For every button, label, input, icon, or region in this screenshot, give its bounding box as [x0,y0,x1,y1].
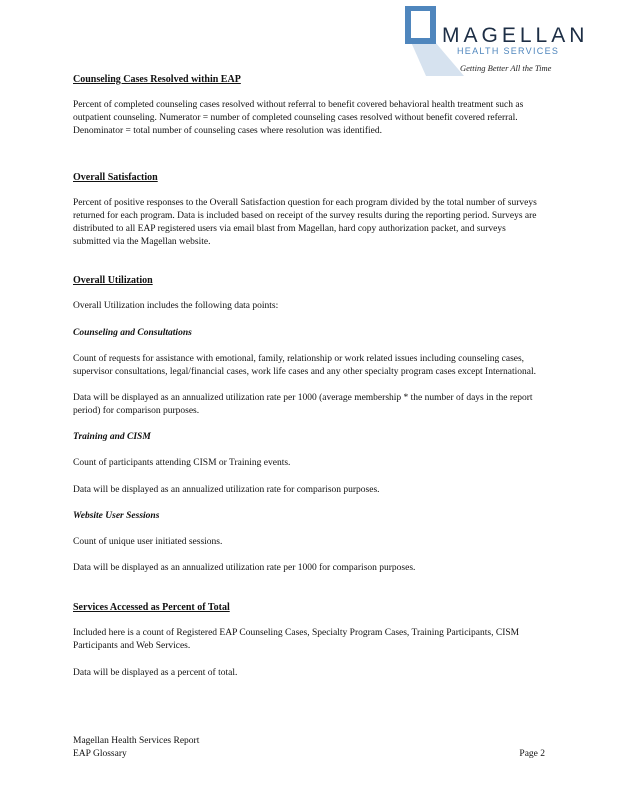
website-rate-note: Data will be displayed as an annualized utilization rate per 1000 for comparison purposes. [73,563,416,574]
section-utilization [73,274,543,575]
sub-heading-counseling: Counseling and Consultations [73,327,192,338]
footer-report-title: Magellan Health Services Report [73,736,200,746]
glossary-content [73,73,543,680]
logo-brand-text: MAGELLAN [442,24,589,47]
page-number: Page 2 [519,749,545,759]
logo-subtitle: HEALTH SERVICES [457,46,560,56]
section-body: Percent of completed counseling cases resolved without referral to benefit covered behavioral health treatment such as outpatient counseling. Numerator = number of completed counseling cases resolved without benefit covered referral. Denominator = total number of counseling cases where resolution was identified. [73,100,524,137]
section-satisfaction [73,171,543,250]
section-heading: Counseling Cases Resolved within EAP [73,74,241,85]
section-heading: Services Accessed as Percent of Total [73,602,230,614]
counseling-body: Count of requests for assistance with emotional, family, relationship or work related issues including counseling cases, supervisor consultations, legal/financial cases, work life cases and any other specialty program cases except International. [73,353,536,377]
magellan-logo [404,6,589,76]
logo-tagline: Getting Better All the Time [460,63,552,73]
sub-heading-website: Website User Sessions [73,510,160,521]
section-heading: Overall Satisfaction [73,171,158,183]
sub-heading-training: Training and CISM [73,432,151,443]
section-note: Data will be displayed as a percent of total. [73,667,238,678]
training-body: Count of participants attending CISM or Training events. [73,458,291,469]
section-intro: Overall Utilization includes the following data points: [73,301,279,312]
section-counseling-resolved [73,73,543,139]
section-services-accessed [73,601,543,680]
section-body: Percent of positive responses to the Overall Satisfaction question for each program divided by the total number of surveys returned for each program. Data is included based on receipt of the survey results during the reporting period. Surveys are distributed to all EAP registered users via email blast from Magellan, hard copy authorization packet, and surveys submitted via the Magellan website. [73,197,537,248]
footer-document-name: EAP Glossary [73,749,127,759]
page-footer [73,735,545,761]
training-rate-note: Data will be displayed as an annualized utilization rate for comparison purposes. [73,484,380,495]
counseling-rate-note: Data will be displayed as an annualized utilization rate per 1000 (average membership * the number of days in the report period) for comparison purposes. [73,393,533,417]
section-body: Included here is a count of Registered EAP Counseling Cases, Specialty Program Cases, Training Participants, CISM Participants and Web Services. [73,628,520,652]
section-heading: Overall Utilization [73,275,153,287]
website-body: Count of unique user initiated sessions. [73,536,223,547]
